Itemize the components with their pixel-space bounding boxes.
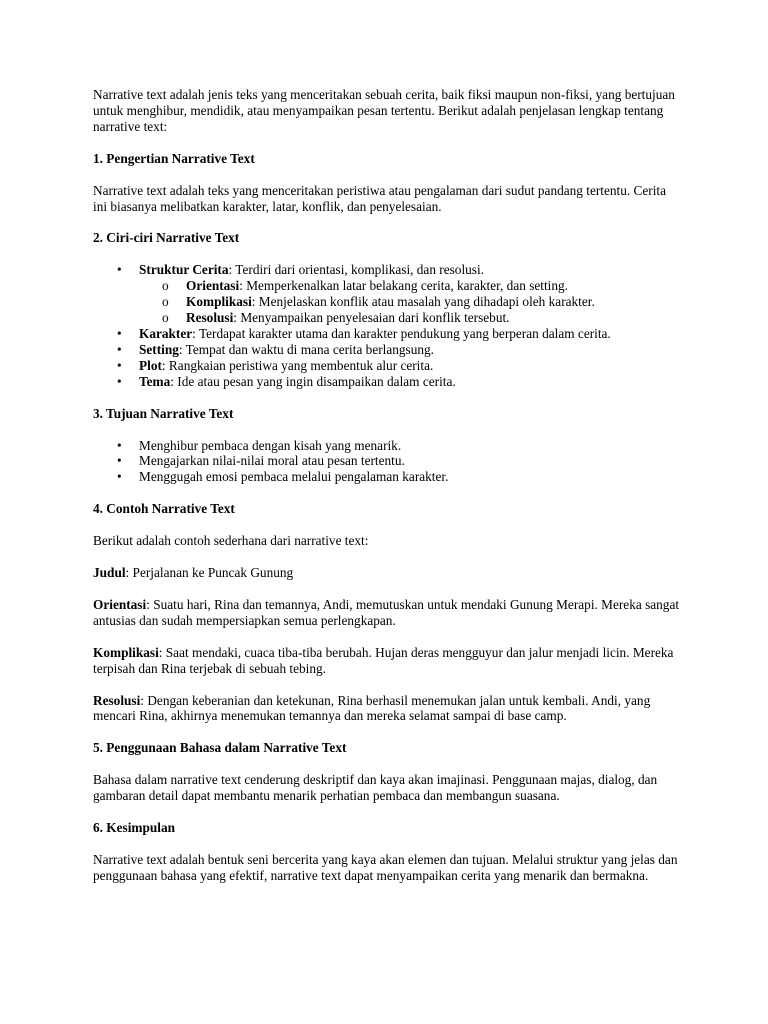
contoh-komplikasi-paragraph — [93, 645, 683, 677]
contoh-judul-paragraph — [93, 565, 683, 581]
section-heading-contoh: 4. Contoh Narrative Text — [93, 501, 235, 517]
section-heading-tujuan: 3. Tujuan Narrative Text — [93, 405, 234, 421]
intro-paragraph: Narrative text adalah jenis teks yang menceritakan sebuah cerita, baik fiksi maupun non-fiksi, yang bertujuan untuk menghibur, mendidik, atau menyampaikan pesan tertentu. Berikut adalah penjelasan lengkap tentang narrative text: — [93, 87, 675, 134]
struktur-sublist — [139, 278, 683, 326]
list-item: • Menghibur pembaca dengan kisah yang menarik. — [139, 438, 683, 454]
list-item-text: : Terdapat karakter utama dan karakter pendukung yang berperan dalam cerita. — [192, 325, 611, 341]
list-item-term: Tema — [139, 373, 171, 389]
sublist-item-term: Komplikasi — [186, 294, 252, 310]
list-item-term: Karakter — [139, 325, 193, 341]
list-item-text: : Terdiri dari orientasi, komplikasi, dan resolusi. — [228, 262, 484, 278]
contoh-judul-text: : Perjalanan ke Puncak Gunung — [125, 565, 294, 581]
section-heading-penggunaan-bahasa: 5. Penggunaan Bahasa dalam Narrative Text — [93, 740, 347, 756]
document-page — [93, 87, 683, 900]
pengertian-paragraph: Narrative text adalah teks yang menceritakan peristiwa atau pengalaman dari sudut pandang tertentu. Cerita ini biasanya melibatkan karakter, latar, konflik, dan penyelesaian. — [93, 182, 667, 214]
list-item-text: : Tempat dan waktu di mana cerita berlangsung. — [178, 341, 434, 357]
penggunaan-bahasa-paragraph: Bahasa dalam narrative text cenderung deskriptif dan kaya akan imajinasi. Penggunaan majas, dialog, dan gambaran detail dapat membantu menarik perhatian pembaca dan membangun suasana. — [93, 772, 658, 804]
sublist-item — [186, 310, 683, 326]
contoh-orientasi-text: : Suatu hari, Rina dan temannya, Andi, memutuskan untuk mendaki Gunung Merapi. Mereka sangat antusias dan sudah mempersiapkan semua perlengkapan. — [93, 596, 680, 628]
list-item-text: : Ide atau pesan yang ingin disampaikan dalam cerita. — [170, 373, 456, 389]
sublist-item-text: : Menyampaikan penyelesaian dari konflik tersebut. — [233, 310, 510, 326]
kesimpulan-paragraph: Narrative text adalah bentuk seni bercerita yang kaya akan elemen dan tujuan. Melalui struktur yang jelas dan penggunaan bahasa yang efektif, narrative text dapat menyampaikan cerita yang menarik dan bermakna. — [93, 852, 678, 883]
sublist-item-text: : Menjelaskan konflik atau masalah yang dihadapi oleh karakter. — [251, 294, 595, 310]
list-item — [139, 326, 683, 342]
section-heading-kesimpulan: 6. Kesimpulan — [93, 820, 176, 836]
list-item: • Mengajarkan nilai-nilai moral atau pesan tertentu. — [139, 453, 683, 469]
sublist-item — [186, 294, 683, 310]
list-item — [139, 374, 683, 390]
tujuan-list — [93, 438, 683, 486]
section-heading-ciri-ciri: 2. Ciri-ciri Narrative Text — [93, 230, 240, 246]
section-heading-pengertian: 1. Pengertian Narrative Text — [93, 150, 255, 166]
contoh-judul-term: Judul — [93, 565, 126, 581]
contoh-resolusi-paragraph — [93, 693, 683, 725]
list-item: • Menggugah emosi pembaca melalui pengalaman karakter. — [139, 469, 683, 485]
sublist-item-term: Orientasi — [186, 278, 240, 294]
ciri-ciri-list — [93, 262, 683, 389]
list-item — [139, 262, 683, 326]
sublist-item — [186, 278, 683, 294]
sublist-item-text: : Memperkenalkan latar belakang cerita, karakter, dan setting. — [239, 278, 568, 294]
contoh-resolusi-term: Resolusi — [93, 692, 141, 708]
list-item-term: Plot — [139, 357, 162, 373]
list-item-term: Struktur Cerita — [139, 262, 229, 278]
contoh-komplikasi-text: : Saat mendaki, cuaca tiba-tiba berubah. Hujan deras mengguyur dan jalur menjadi licin. Mereka terpisah dan Rina terjebak di sebuah tebing. — [93, 644, 674, 676]
contoh-orientasi-paragraph — [93, 597, 683, 629]
list-item — [139, 342, 683, 358]
contoh-komplikasi-term: Komplikasi — [93, 644, 159, 660]
sublist-item-term: Resolusi — [186, 310, 234, 326]
contoh-orientasi-term: Orientasi — [93, 596, 147, 612]
list-item — [139, 358, 683, 374]
list-item-term: Setting — [139, 341, 179, 357]
list-item-text: : Rangkaian peristiwa yang membentuk alur cerita. — [161, 357, 434, 373]
contoh-resolusi-text: : Dengan keberanian dan ketekunan, Rina berhasil menemukan jalan untuk kembali. Andi, yang mencari Rina, akhirnya menemukan temannya dan mereka selamat sampai di base camp. — [93, 692, 651, 724]
contoh-lead-paragraph: Berikut adalah contoh sederhana dari narrative text: — [93, 533, 369, 549]
